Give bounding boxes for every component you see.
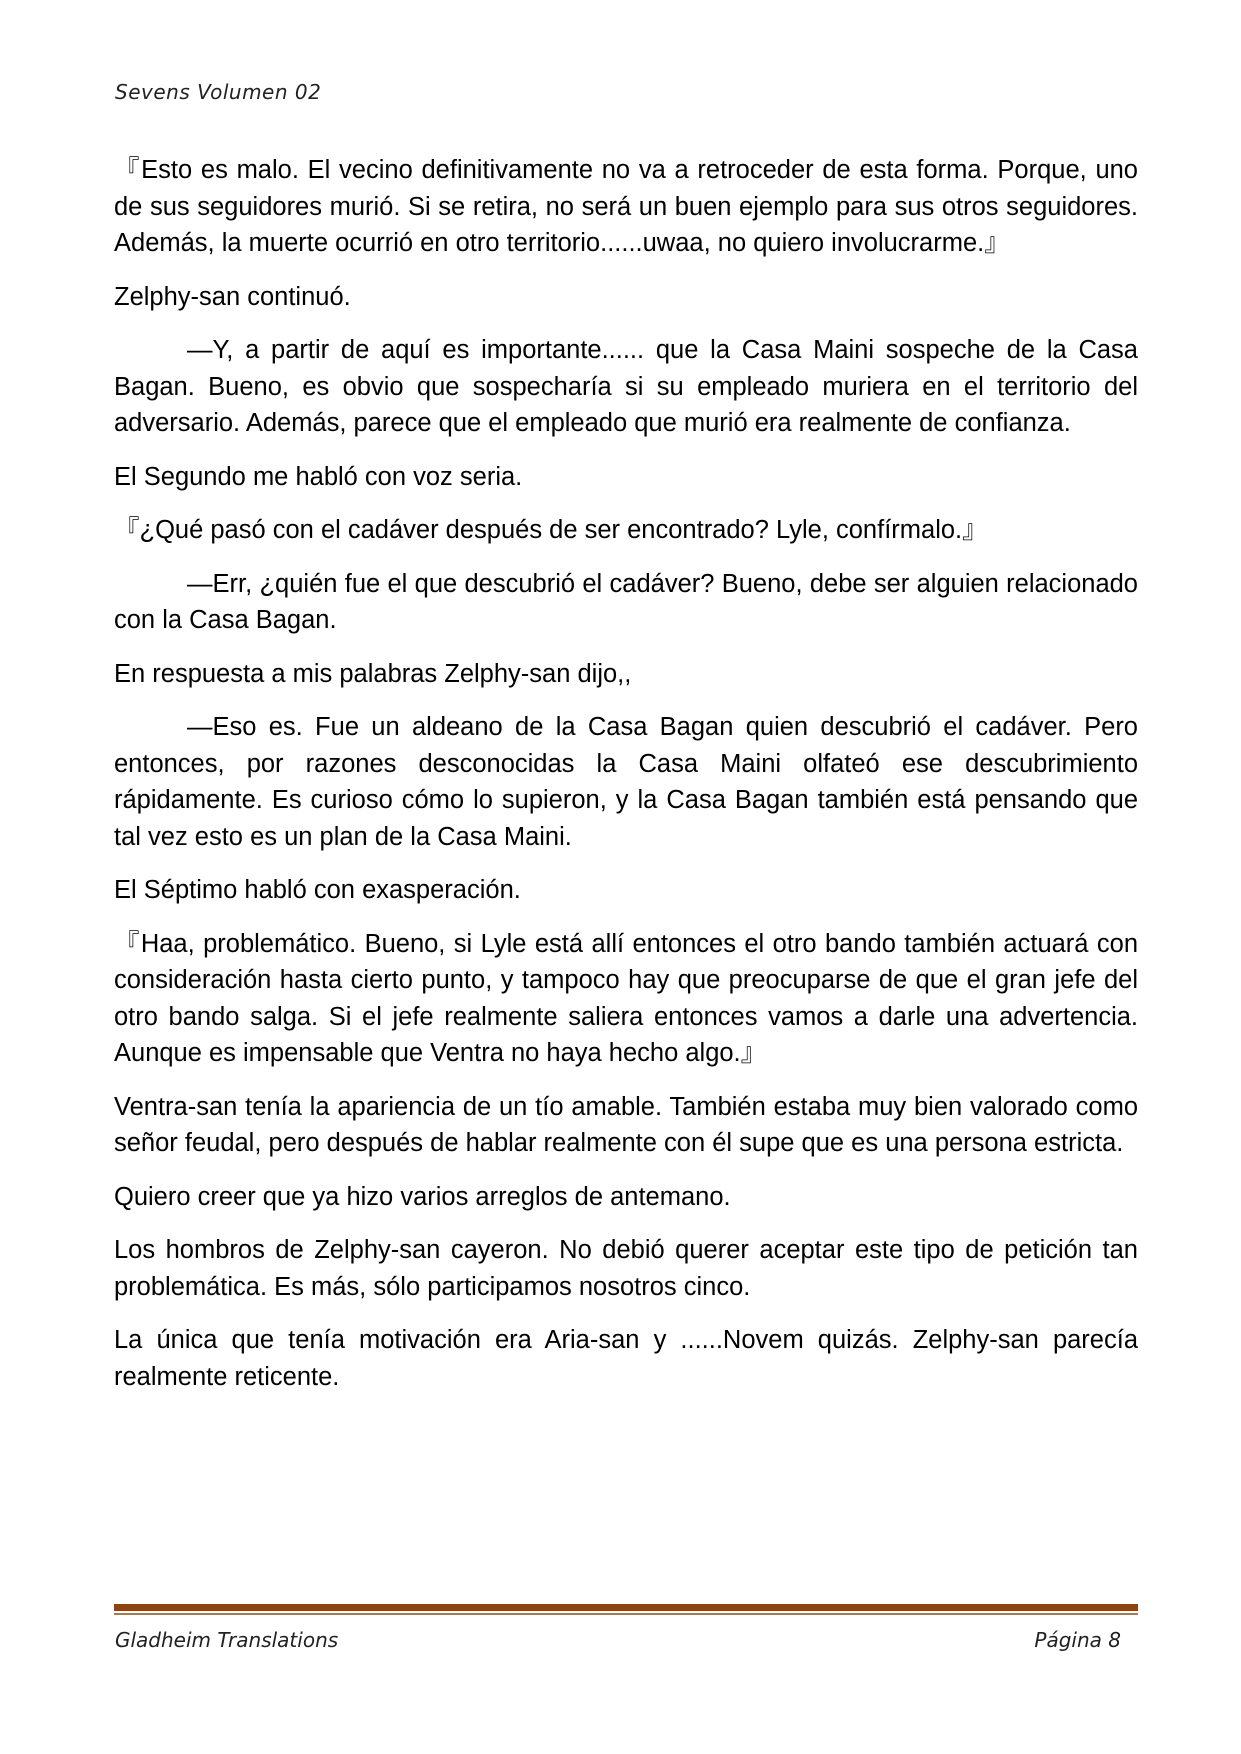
paragraph: Los hombros de Zelphy-san cayeron. No debió querer aceptar este tipo de petición tan problemática. Es más, sólo participamos nosotros cinco. [114, 1236, 1138, 1301]
page-body [114, 152, 1138, 1412]
paragraph: Zelphy-san continuó. [114, 282, 351, 311]
footer-publisher: Gladheim Translations [115, 1628, 339, 1652]
paragraph: —Err, ¿quién fue el que descubrió el cadáver? Bueno, debe ser alguien relacionado con la Casa Bagan. [114, 569, 1138, 634]
paragraph: La única que tenía motivación era Aria-san y ......Novem quizás. Zelphy-san parecía realmente reticente. [114, 1326, 1138, 1391]
paragraph: El Séptimo habló con exasperación. [114, 876, 521, 904]
paragraph: —Eso es. Fue un aldeano de la Casa Bagan quien descubrió el cadáver. Pero entonces, por razones desconocidas la Casa Maini olfateó ese descubrimiento rápidamente. Es curioso cómo lo supieron, y la Casa Bagan también está pensando que tal vez esto es un plan de la Casa Maini. [114, 713, 1138, 851]
paragraph: —Y, a partir de aquí es importante...... que la Casa Maini sospeche de la Casa Bagan. Bueno, es obvio que sospecharía si su empleado muriera en el territorio del adversario. Además, parece que el empleado que murió era realmente de confianza. [114, 336, 1138, 437]
paragraph: Quiero creer que ya hizo varios arreglos de antemano. [114, 1182, 731, 1211]
paragraph: 『Esto es malo. El vecino definitivamente no va a retroceder de esta forma. Porque, uno de sus seguidores murió. Si se retira, no será un buen ejemplo para sus otros seguidores. Además, la muerte ocurrió en otro territorio......uwaa, no quiero involucrarme.』 [114, 156, 1138, 257]
paragraph: En respuesta a mis palabras Zelphy-san dijo,, [114, 659, 632, 688]
page-number: Página 8 [1034, 1628, 1121, 1652]
footer-rule [114, 1604, 1138, 1611]
paragraph: Ventra-san tenía la apariencia de un tío amable. También estaba muy bien valorado como señor feudal, pero después de hablar realmente con él supe que es una persona estricta. [114, 1092, 1138, 1157]
running-header: Sevens Volumen 02 [115, 80, 322, 104]
paragraph: El Segundo me habló con voz seria. [114, 462, 523, 491]
footer-rule-thin [114, 1613, 1138, 1615]
paragraph: 『¿Qué pasó con el cadáver después de ser encontrado? Lyle, confírmalo.』 [114, 516, 988, 544]
paragraph: 『Haa, problemático. Bueno, si Lyle está allí entonces el otro bando también actuará con consideración hasta cierto punto, y tampoco hay que preocuparse de que el gran jefe del otro bando salga. Si el jefe realmente saliera entonces vamos a darle una advertencia. Aunque es impensable que Ventra no haya hecho algo.』 [114, 929, 1138, 1067]
